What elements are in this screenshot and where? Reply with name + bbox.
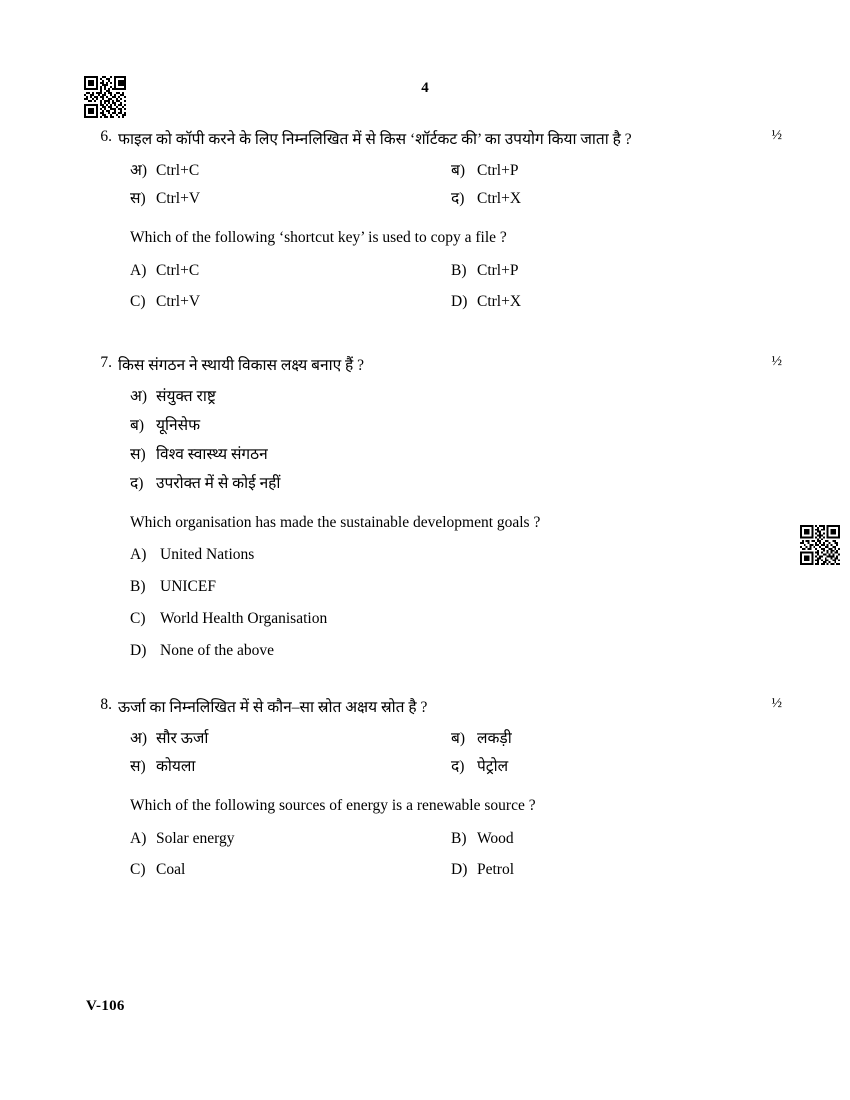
option-b-english-key: B)	[451, 261, 467, 279]
question-list	[92, 128, 782, 892]
option-c-hindi-key: स)	[130, 190, 146, 208]
option-c-hindi-key: स)	[130, 445, 146, 463]
option-d-hindi-value: उपरोक्त में से कोई नहीं	[156, 474, 281, 492]
option-b-english-value: Ctrl+P	[477, 261, 519, 279]
question-8-text-english: Which of the following sources of energy is a renewable source ?	[130, 797, 536, 815]
option-d-english-key: D)	[451, 860, 468, 878]
option-d-hindi[interactable]	[130, 471, 772, 493]
question-8-options-hindi	[130, 726, 772, 776]
option-b-hindi-value: लकड़ी	[477, 730, 512, 748]
paper-code: V-106	[86, 998, 125, 1014]
question-7-text-hindi: किस संगठन ने स्थायी विकास लक्ष्य बनाए हैं ?	[118, 356, 365, 374]
question-7-text-english: Which organisation has made the sustainable development goals ?	[130, 513, 541, 531]
option-b-english[interactable]	[130, 578, 772, 596]
question-6-options-english	[130, 262, 772, 311]
option-a-hindi-value: सौर ऊर्जा	[156, 730, 209, 748]
question-7-options-hindi	[130, 384, 772, 493]
option-a-english[interactable]	[130, 262, 451, 280]
option-b-hindi-key: ब)	[451, 162, 466, 180]
question-8	[92, 696, 782, 879]
option-row	[130, 830, 772, 848]
option-d-english-key: D)	[451, 292, 468, 310]
option-d-english-key: D)	[130, 642, 147, 659]
option-c-english-value: World Health Organisation	[160, 610, 328, 627]
option-d-hindi[interactable]	[451, 754, 772, 776]
option-c-hindi-value: Ctrl+V	[156, 190, 201, 208]
option-b-english-key: B)	[130, 578, 146, 595]
option-a-hindi-key: अ)	[130, 162, 148, 180]
option-row	[130, 158, 772, 180]
option-c-hindi[interactable]	[130, 186, 451, 208]
option-row	[130, 186, 772, 208]
option-d-hindi-key: द)	[451, 758, 465, 776]
question-7-number: 7.	[100, 353, 112, 371]
option-row	[130, 754, 772, 776]
option-b-english-value: UNICEF	[160, 578, 216, 595]
option-c-english-key: C)	[130, 292, 146, 310]
option-a-english-value: Solar energy	[156, 829, 235, 847]
option-d-hindi-key: द)	[130, 474, 144, 492]
option-c-hindi-value: कोयला	[156, 758, 196, 776]
option-c-english-key: C)	[130, 610, 146, 627]
option-a-english[interactable]	[130, 546, 772, 564]
option-a-hindi-key: अ)	[130, 730, 148, 748]
option-a-hindi[interactable]	[130, 384, 772, 406]
spacer	[92, 324, 772, 354]
question-7-marks: ½	[771, 353, 782, 369]
option-c-english-key: C)	[130, 860, 146, 878]
option-row	[130, 262, 772, 280]
question-6-text-hindi: फाइल को कॉपी करने के लिए निम्नलिखित में से किस ‘शॉर्टकट की’ का उपयोग किया जाता है ?	[118, 131, 632, 148]
question-8-number: 8.	[100, 696, 112, 713]
option-b-hindi-value: यूनिसेफ	[156, 416, 201, 434]
question-8-options-english	[130, 830, 772, 879]
option-b-hindi-key: ब)	[130, 416, 145, 434]
option-row	[130, 726, 772, 748]
question-8-heading	[92, 696, 782, 719]
spacer	[92, 674, 772, 696]
option-c-english[interactable]	[130, 861, 451, 879]
option-a-hindi-key: अ)	[130, 387, 148, 405]
option-b-english[interactable]	[451, 830, 772, 848]
question-8-text-hindi: ऊर्जा का निम्नलिखित में से कौन–सा स्रोत अक्षय स्रोत है ?	[118, 699, 428, 716]
option-a-hindi[interactable]	[130, 726, 451, 748]
question-6-marks: ½	[771, 128, 782, 143]
option-d-english[interactable]	[130, 642, 772, 660]
option-a-hindi-value: Ctrl+C	[156, 162, 200, 180]
question-6	[92, 128, 782, 311]
option-d-english-value: None of the above	[160, 642, 275, 659]
question-7-heading	[92, 353, 782, 377]
option-b-hindi[interactable]	[451, 158, 772, 180]
question-6-number: 6.	[100, 128, 112, 145]
option-c-hindi[interactable]	[130, 754, 451, 776]
option-d-english[interactable]	[451, 293, 772, 311]
option-a-english-value: Ctrl+C	[156, 261, 200, 279]
question-6-text-english: Which of the following ‘shortcut key’ is used to copy a file ?	[130, 229, 507, 247]
option-row	[130, 861, 772, 879]
question-7	[92, 353, 782, 661]
option-row	[130, 293, 772, 311]
option-d-hindi-key: द)	[451, 190, 465, 208]
option-b-english-value: Wood	[477, 829, 514, 847]
option-d-english-value: Ctrl+X	[477, 292, 522, 310]
option-b-hindi[interactable]	[130, 413, 772, 435]
option-a-english[interactable]	[130, 830, 451, 848]
question-7-options-english	[130, 546, 772, 660]
option-b-english-key: B)	[451, 829, 467, 847]
option-a-hindi[interactable]	[130, 158, 451, 180]
option-c-english-value: Ctrl+V	[156, 292, 201, 310]
question-6-options-hindi	[130, 158, 772, 208]
option-a-english-key: A)	[130, 261, 147, 279]
option-a-hindi-value: संयुक्त राष्ट्र	[156, 387, 216, 405]
option-b-english[interactable]	[451, 262, 772, 280]
option-a-english-value: United Nations	[160, 546, 255, 563]
option-a-english-key: A)	[130, 546, 147, 563]
option-c-hindi-value: विश्व स्वास्थ्य संगठन	[156, 445, 268, 463]
option-c-english[interactable]	[130, 293, 451, 311]
option-d-hindi-value: Ctrl+X	[477, 190, 522, 208]
question-6-heading	[92, 128, 782, 151]
option-d-english-value: Petrol	[477, 860, 515, 878]
option-c-english-value: Coal	[156, 860, 186, 878]
page-number: 4	[421, 80, 429, 96]
option-b-hindi-key: ब)	[451, 730, 466, 748]
option-d-hindi-value: पेट्रोल	[477, 758, 509, 776]
option-d-hindi[interactable]	[451, 186, 772, 208]
option-c-english[interactable]	[130, 610, 772, 628]
option-c-hindi[interactable]	[130, 442, 772, 464]
option-a-english-key: A)	[130, 829, 147, 847]
option-d-english[interactable]	[451, 861, 772, 879]
option-b-hindi[interactable]	[451, 726, 772, 748]
option-b-hindi-value: Ctrl+P	[477, 162, 519, 180]
qr-code-side	[800, 525, 840, 565]
question-8-marks: ½	[771, 696, 782, 711]
option-c-hindi-key: स)	[130, 758, 146, 776]
